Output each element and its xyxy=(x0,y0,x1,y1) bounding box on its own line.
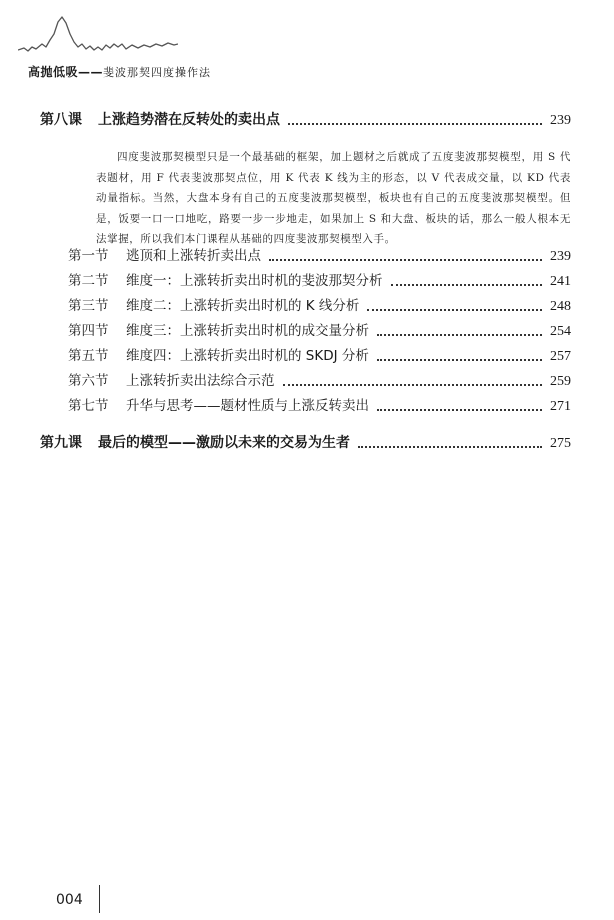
section-number: 第二节 xyxy=(68,273,109,289)
toc-section-3[interactable] xyxy=(68,294,571,315)
page-number: 275 xyxy=(550,436,571,451)
book-subtitle: 斐波那契四度操作法 xyxy=(103,66,212,79)
section-number: 第一节 xyxy=(68,248,109,264)
toc-section-4[interactable] xyxy=(68,319,571,340)
dot-leader xyxy=(288,123,542,125)
dot-leader xyxy=(367,309,542,311)
dot-leader xyxy=(269,259,542,261)
section-title: 维度一：上涨转折卖出时机的斐波那契分析 xyxy=(126,273,383,289)
section-title: 升华与思考——题材性质与上涨反转卖出 xyxy=(126,398,369,414)
toc-section-1[interactable] xyxy=(68,244,571,265)
page-number: 271 xyxy=(550,399,571,414)
section-title: 维度二：上涨转折卖出时机的 K 线分析 xyxy=(126,298,360,314)
footer-page-number: 004 xyxy=(56,892,83,908)
lesson-title: 最后的模型——激励以未来的交易为生者 xyxy=(98,435,350,451)
lesson-number: 第九课 xyxy=(40,435,82,451)
dot-leader xyxy=(391,284,543,286)
page-number: 239 xyxy=(550,113,571,128)
running-header xyxy=(28,63,211,80)
toc-section-7[interactable] xyxy=(68,394,571,415)
section-number: 第五节 xyxy=(68,348,109,364)
toc-section-6[interactable] xyxy=(68,369,571,390)
page-number: 254 xyxy=(550,324,571,339)
section-number: 第四节 xyxy=(68,323,109,339)
dot-leader xyxy=(377,334,542,336)
page-number: 257 xyxy=(550,349,571,364)
section-title: 逃顶和上涨转折卖出点 xyxy=(126,248,261,264)
page-number: 248 xyxy=(550,299,571,314)
toc-section-2[interactable] xyxy=(68,269,571,290)
page-number: 241 xyxy=(550,274,571,289)
toc-section-5[interactable] xyxy=(68,344,571,365)
page-number: 239 xyxy=(550,249,571,264)
section-number: 第六节 xyxy=(68,373,109,389)
section-number: 第三节 xyxy=(68,298,109,314)
dot-leader xyxy=(377,359,542,361)
page-number: 259 xyxy=(550,374,571,389)
toc-lesson-9[interactable] xyxy=(40,432,571,452)
lesson-intro-paragraph: 四度斐波那契模型只是一个最基础的框架，加上题材之后就成了五度斐波那契模型，用 S 代表题材，用 F 代表斐波那契点位，用 K 代表 K 线为主的形态，以 V 代表成交量，以 KD 代表动量指标。当然，大盘本身有自己的五度斐波那契模型，板块也有自己的五度斐波那契模型。但是，饭要一口一口地吃，路要一步一步地走，如果加上 S 和大盘、板块的话，那么一般人根本无法掌握，所以我们本门课程从基础的四度斐波那契模型入手。 xyxy=(96,151,571,245)
book-title: 高抛低吸—— xyxy=(28,65,104,79)
dot-leader xyxy=(377,409,542,411)
dot-leader xyxy=(358,446,542,448)
lesson-title: 上涨趋势潜在反转处的卖出点 xyxy=(98,112,280,128)
section-title: 维度三：上涨转折卖出时机的成交量分析 xyxy=(126,323,369,339)
dot-leader xyxy=(283,384,543,386)
toc-lesson-8[interactable] xyxy=(40,109,571,129)
section-number: 第七节 xyxy=(68,398,109,414)
footer-divider xyxy=(99,885,100,913)
lesson-number: 第八课 xyxy=(40,112,82,128)
mountain-line-graphic xyxy=(18,14,178,58)
section-title: 上涨转折卖出法综合示范 xyxy=(126,373,275,389)
section-title: 维度四：上涨转折卖出时机的 SKDJ 分析 xyxy=(126,348,369,364)
